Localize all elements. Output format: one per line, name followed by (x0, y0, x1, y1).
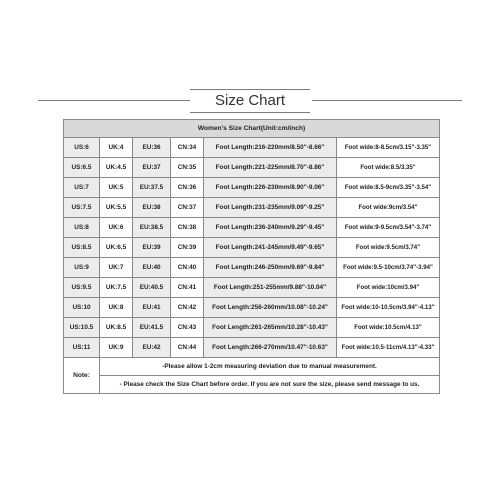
us-size-cell: US:8 (64, 218, 100, 238)
foot-wide-cell: Foot wide:9.5-10cm/3.74"-3.94" (337, 258, 440, 278)
table-row (64, 218, 440, 238)
foot-length-cell: Foot Length:251-255mm/9.88"-10.04" (204, 278, 337, 298)
us-size-cell: US:9.5 (64, 278, 100, 298)
uk-size-cell: UK:6 (100, 218, 133, 238)
foot-wide-cell: Foot wide:10.5cm/4.13" (337, 318, 440, 338)
cn-size-cell: CN:34 (171, 138, 204, 158)
table-row (64, 238, 440, 258)
table-row (64, 298, 440, 318)
uk-size-cell: UK:9 (100, 338, 133, 358)
cn-size-cell: CN:36 (171, 178, 204, 198)
foot-length-cell: Foot Length:241-245mm/9.49"-9.65" (204, 238, 337, 258)
cn-size-cell: CN:35 (171, 158, 204, 178)
eu-size-cell: EU:40 (133, 258, 171, 278)
cn-size-cell: CN:44 (171, 338, 204, 358)
foot-wide-cell: Foot wide:9.5cm/3.74" (337, 238, 440, 258)
uk-size-cell: UK:5 (100, 178, 133, 198)
uk-size-cell: UK:7.5 (100, 278, 133, 298)
foot-length-cell: Foot Length:266-270mm/10.47"-10.63" (204, 338, 337, 358)
foot-wide-cell: Foot wide:9-9.5cm/3.54"-3.74" (337, 218, 440, 238)
table-header: Women's Size Chart(Unit:cm/inch) (64, 120, 440, 138)
eu-size-cell: EU:41 (133, 298, 171, 318)
cn-size-cell: CN:41 (171, 278, 204, 298)
uk-size-cell: UK:4 (100, 138, 133, 158)
note-row (64, 358, 440, 376)
note-line-1: -Please allow 1-2cm measuring deviation due to manual measurement. (100, 358, 440, 376)
foot-wide-cell: Foot wide:8.5-9cm/3.35"-3.54" (337, 178, 440, 198)
note-line-2: - Please check the Size Chart before order. If you are not sure the size, please send message to us. (100, 376, 440, 394)
eu-size-cell: EU:38.5 (133, 218, 171, 238)
us-size-cell: US:10 (64, 298, 100, 318)
us-size-cell: US:6 (64, 138, 100, 158)
eu-size-cell: EU:40.5 (133, 278, 171, 298)
table-row (64, 258, 440, 278)
uk-size-cell: UK:4.5 (100, 158, 133, 178)
us-size-cell: US:7.5 (64, 198, 100, 218)
title-rule-left (38, 100, 190, 101)
cn-size-cell: CN:42 (171, 298, 204, 318)
uk-size-cell: UK:8.5 (100, 318, 133, 338)
foot-length-cell: Foot Length:256-260mm/10.08"-10.24" (204, 298, 337, 318)
us-size-cell: US:10.5 (64, 318, 100, 338)
table-row (64, 138, 440, 158)
table-row (64, 198, 440, 218)
foot-wide-cell: Foot wide:8.5/3.35" (337, 158, 440, 178)
foot-wide-cell: Foot wide:8-8.5cm/3.15"-3.35" (337, 138, 440, 158)
cn-size-cell: CN:37 (171, 198, 204, 218)
note-label: Note: (64, 358, 100, 394)
note-row (64, 376, 440, 394)
us-size-cell: US:6.5 (64, 158, 100, 178)
foot-wide-cell: Foot wide:9cm/3.54" (337, 198, 440, 218)
foot-wide-cell: Foot wide:10-10.5cm/3.94"-4.13" (337, 298, 440, 318)
cn-size-cell: CN:43 (171, 318, 204, 338)
foot-length-cell: Foot Length:216-220mm/8.50"-8.66" (204, 138, 337, 158)
foot-length-cell: Foot Length:226-230mm/8.90"-9.06" (204, 178, 337, 198)
title-rule-right (312, 100, 462, 101)
us-size-cell: US:11 (64, 338, 100, 358)
foot-length-cell: Foot Length:236-240mm/9.29"-9.45" (204, 218, 337, 238)
us-size-cell: US:9 (64, 258, 100, 278)
cn-size-cell: CN:39 (171, 238, 204, 258)
table-row (64, 338, 440, 358)
eu-size-cell: EU:37.5 (133, 178, 171, 198)
table-row (64, 278, 440, 298)
eu-size-cell: EU:36 (133, 138, 171, 158)
eu-size-cell: EU:39 (133, 238, 171, 258)
eu-size-cell: EU:38 (133, 198, 171, 218)
table-row (64, 318, 440, 338)
cn-size-cell: CN:40 (171, 258, 204, 278)
uk-size-cell: UK:7 (100, 258, 133, 278)
eu-size-cell: EU:42 (133, 338, 171, 358)
us-size-cell: US:8.5 (64, 238, 100, 258)
size-chart-table (63, 119, 440, 394)
table-header-row (64, 120, 440, 138)
foot-length-cell: Foot Length:221-225mm/8.70"-8.86" (204, 158, 337, 178)
us-size-cell: US:7 (64, 178, 100, 198)
eu-size-cell: EU:37 (133, 158, 171, 178)
foot-wide-cell: Foot wide:10.5-11cm/4.13"-4.33" (337, 338, 440, 358)
foot-length-cell: Foot Length:231-235mm/9.09"-9.25" (204, 198, 337, 218)
table-row (64, 178, 440, 198)
foot-length-cell: Foot Length:246-250mm/9.69"-9.84" (204, 258, 337, 278)
page-title: Size Chart (190, 89, 310, 113)
uk-size-cell: UK:6.5 (100, 238, 133, 258)
cn-size-cell: CN:38 (171, 218, 204, 238)
table-row (64, 158, 440, 178)
uk-size-cell: UK:5.5 (100, 198, 133, 218)
foot-wide-cell: Foot wide:10cm/3.94" (337, 278, 440, 298)
eu-size-cell: EU:41.5 (133, 318, 171, 338)
foot-length-cell: Foot Length:261-265mm/10.28"-10.43" (204, 318, 337, 338)
uk-size-cell: UK:8 (100, 298, 133, 318)
